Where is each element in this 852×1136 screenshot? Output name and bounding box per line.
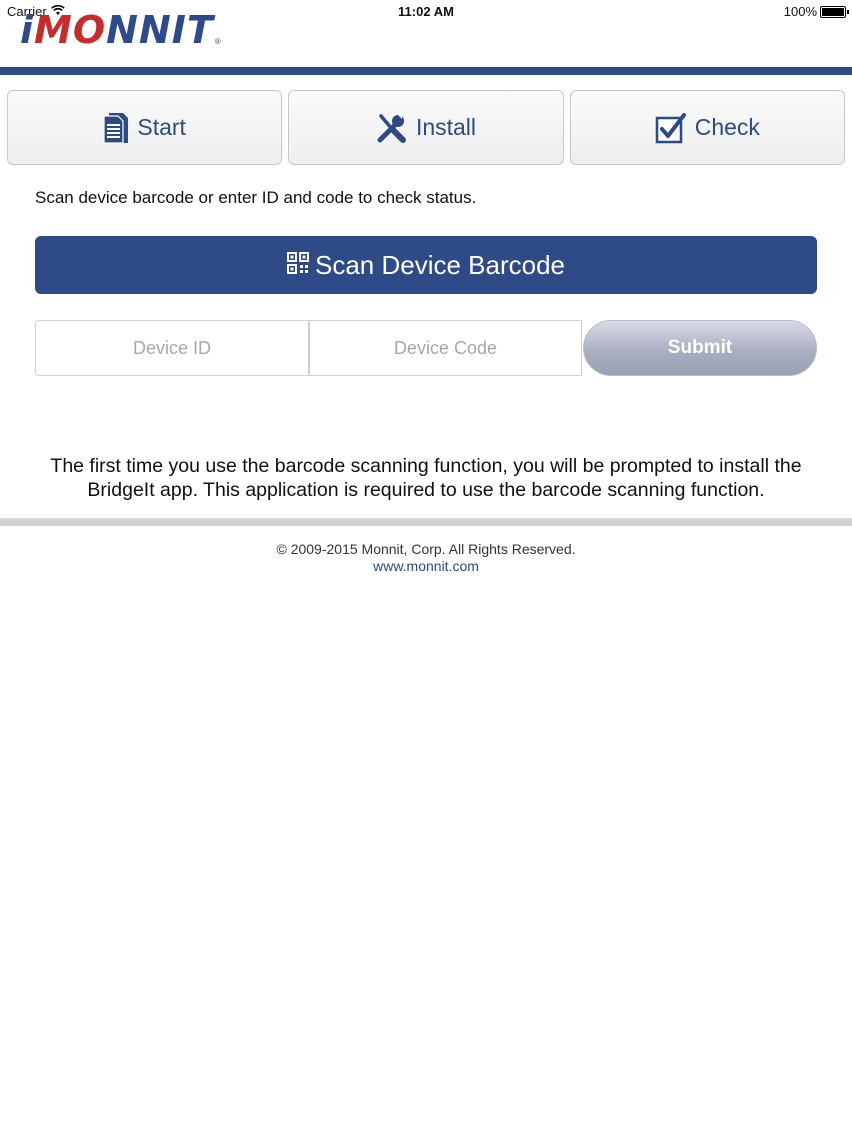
document-icon <box>103 112 129 144</box>
logo-text-rest: NNIT <box>106 8 214 52</box>
footer-divider <box>0 518 852 526</box>
footer <box>0 541 852 575</box>
tab-bar <box>7 90 845 165</box>
scan-barcode-button[interactable] <box>35 236 817 294</box>
tab-start[interactable] <box>7 90 282 165</box>
checkbox-icon <box>655 112 687 144</box>
battery-icon <box>820 6 846 18</box>
website-link[interactable]: www.monnit.com <box>373 558 479 574</box>
battery-indicator <box>784 4 846 19</box>
carrier-label: Carrier <box>7 4 47 19</box>
instruction-text: Scan device barcode or enter ID and code to check status. <box>35 188 477 207</box>
tab-check-label: Check <box>694 114 760 140</box>
bridgeit-notice: The first time you use the barcode scanning function, you will be prompted to install the BridgeIt app. This application is required to use the barcode scanning function. <box>50 455 802 501</box>
monnit-logo <box>20 10 221 50</box>
qr-code-icon <box>287 250 309 281</box>
clock: 11:02 AM <box>398 4 454 19</box>
copyright-text: © 2009-2015 Monnit, Corp. All Rights Reserved. <box>276 541 576 557</box>
header-divider <box>0 67 852 75</box>
logo-text-mo: MO <box>34 8 107 52</box>
submit-button[interactable]: Submit <box>583 320 817 376</box>
tab-install-label: Install <box>415 114 477 140</box>
device-code-input[interactable] <box>309 320 582 376</box>
scan-barcode-label: Scan Device Barcode <box>314 249 566 280</box>
tab-install[interactable] <box>288 90 563 165</box>
logo-text-i: i <box>20 8 35 52</box>
battery-percent: 100% <box>783 4 817 19</box>
tab-start-label: Start <box>137 114 186 140</box>
device-id-input[interactable] <box>35 320 309 376</box>
registered-mark: ® <box>214 37 221 46</box>
tools-icon <box>376 112 408 144</box>
tab-check[interactable] <box>570 90 845 165</box>
